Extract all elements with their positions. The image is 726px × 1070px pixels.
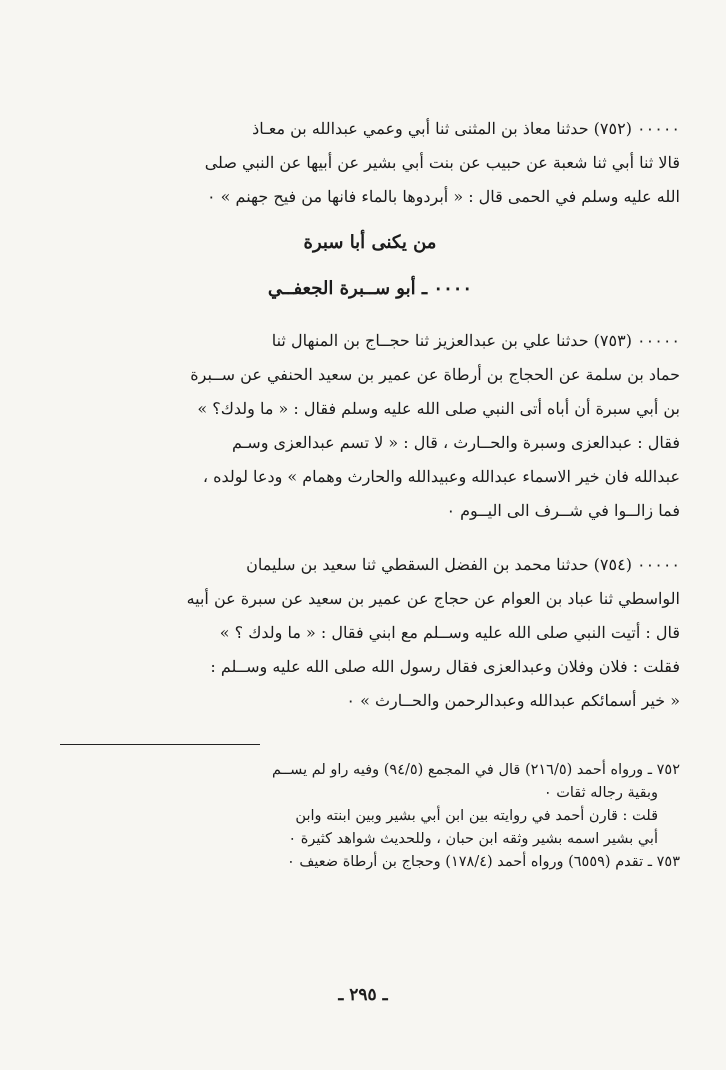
hadith-752-paragraph bbox=[60, 112, 680, 214]
text-line: قال : أتيت النبي صلى الله عليه وســلم مع ابني فقال : « ما ولدك ؟ » bbox=[219, 623, 680, 642]
text-line: ٠٠٠٠٠ (٧٥٤) حدثنا محمد بن الفضل السقطي ثنا سعيد بن سليمان bbox=[246, 555, 680, 574]
text-line: فقلت : فلان وفلان وعبدالعزى فقال رسول الله صلى الله عليه وســلم : bbox=[210, 657, 680, 676]
section-heading: من يكنى أبا سبرة bbox=[303, 232, 437, 253]
hadith-754-paragraph bbox=[60, 548, 680, 718]
hadith-753-paragraph bbox=[60, 324, 680, 528]
footnotes bbox=[60, 759, 680, 874]
text-line: ٠٠٠٠٠ (٧٥٣) حدثنا علي بن عبدالعزيز ثنا حجــاج بن المنهال ثنا bbox=[271, 331, 680, 350]
footnote-divider bbox=[60, 744, 260, 745]
footnote-line: قلت : قارن أحمد في روايته بين ابن أبي بشير وبين ابنته وابن bbox=[295, 808, 658, 824]
text-line: فقال : عبدالعزى وسبرة والحــارث ، قال : « لا تسم عبدالعزى وسـم bbox=[231, 433, 680, 452]
text-line: حماد بن سلمة عن الحجاج بن أرطاة عن عمير بن سعيد الحنفي عن ســبرة bbox=[190, 365, 680, 384]
text-line: الله عليه وسلم في الحمى قال : « أبردوها بالماء فانها من فيح جهنم » ٠ bbox=[206, 187, 680, 206]
text-line: بن أبي سبرة أن أباه أتى النبي صلى الله عليه وسلم فقال : « ما ولدك؟ » bbox=[197, 399, 680, 418]
document-page bbox=[60, 112, 680, 874]
text-line: قالا ثنا أبي ثنا شعبة عن حبيب عن بنت أبي بشير عن أبيها عن النبي صلى bbox=[204, 153, 680, 172]
footnote-line: ٧٥٢ ـ ورواه أحمد (٢١٦/٥) قال في المجمع (٩٤/٥) وفيه راو لم يســم bbox=[272, 762, 680, 778]
text-line: « خير أسمائكم عبدالله وعبدالرحمن والحــارث » ٠ bbox=[346, 691, 680, 710]
footnote-line: أبي بشير اسمه بشير وثقه ابن حبان ، وللحديث شواهد كثيرة ٠ bbox=[288, 831, 658, 847]
text-line: فما زالــوا في شــرف الى اليــوم ٠ bbox=[446, 501, 680, 520]
text-line: ٠٠٠٠٠ (٧٥٢) حدثنا معاذ بن المثنى ثنا أبي وعمي عبدالله بن معـاذ bbox=[252, 119, 680, 138]
text-line: الواسطي ثنا عباد بن العوام عن حجاج عن عمير بن سعيد عن سبرة عن أبيه bbox=[186, 589, 680, 608]
page-number: ـ ٢٩٥ ـ bbox=[338, 985, 388, 1005]
footnote-line: وبقية رجاله ثقات ٠ bbox=[543, 785, 658, 801]
text-line: عبدالله فان خير الاسماء عبدالله وعبيدالله والحارث وهمام » ودعا لولده ، bbox=[202, 467, 680, 486]
subsection-heading: ٠٠٠٠ ـ أبو ســبرة الجعفــي bbox=[267, 278, 473, 299]
footnote-line: ٧٥٣ ـ تقدم (٦٥٥٩) ورواه أحمد (١٧٨/٤) وحجاج بن أرطاة ضعيف ٠ bbox=[286, 854, 680, 870]
